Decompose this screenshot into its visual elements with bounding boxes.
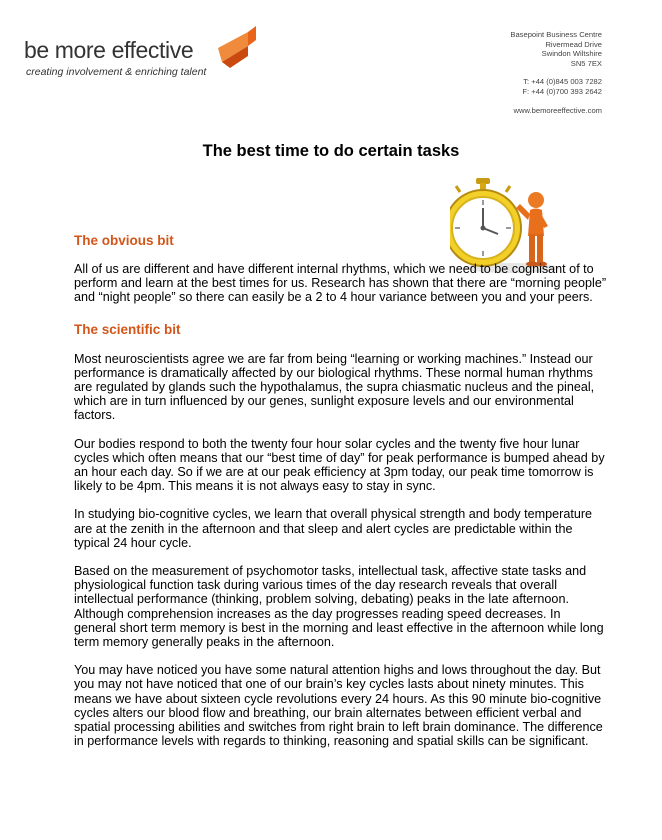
address-line: SN5 7EX	[570, 58, 602, 68]
website-link[interactable]: www.bemoreeffective.com	[513, 105, 602, 115]
logo-name: be more effective	[24, 37, 194, 63]
company-address	[510, 30, 602, 115]
paragraph: Most neuroscientists agree we are far from being “learning or working machines.” Instead our performance is dramatically affected by our biological rhythms. These normal human rhythms are regulated by glands such the hypothalamus, the supra chiasmatic nucleus and the pineal, which are in turn influenced by our genes, sunlight exposure levels and our environmental factors.	[74, 351, 595, 423]
address-line: Basepoint Business Centre	[510, 30, 602, 39]
phone-number: T: +44 (0)845 003 7282	[523, 77, 602, 87]
paragraph: All of us are different and have different internal rhythms, which we need to be cognisant of to perform and learn at the best times for us. Research has shown that there are “morning people” and “night people” so there can easily be a 2 to 4 hour variance between you and your peers.	[74, 262, 607, 305]
section-heading-obvious: The obvious bit	[74, 233, 174, 248]
logo-tagline: creating involvement & enriching talent	[26, 66, 207, 78]
paragraph: Our bodies respond to both the twenty four hour solar cycles and the twenty five hour lunar cycles which often means that our “best time of day” for peak performance is bumped ahead by an hour each day. So if we are at our peak efficiency at 3pm today, our peak time tomorrow is likely to be 4pm. This means it is not always easy to stay in sync.	[74, 436, 605, 494]
company-logo	[24, 26, 254, 86]
paragraph: You may have noticed you have some natural attention highs and lows throughout the day. But you may not have noticed that one of our brain’s key cycles lasts about ninety minutes. This means we have about sixteen cycle revolutions every 24 hours. As this 90 minute bio-cognitive cycles alters our blood flow and breathing, our brain alternates between efficient verbal and spatial processing abilities and switches from right brain to left brain dominance. The difference in performance levels with regards to thinking, reasoning and spatial skills can be significant.	[74, 663, 603, 749]
address-line: Rivermead Drive	[545, 39, 602, 49]
paragraph: Based on the measurement of psychomotor tasks, intellectual task, affective state tasks and physiological function task during various times of the day research reveals that overall intellectual performance (thinking, problem solving, debating) peaks in the late afternoon. Although comprehension increases as the day progresses reading speed decreases. In general short term memory is best in the morning and least effective in the afternoon while long term memory generally peaks in the afternoon.	[74, 564, 604, 650]
paragraph: In studying bio-cognitive cycles, we learn that overall physical strength and body temperature are at the zenith in the afternoon and that sleep and alert cycles are predictable within the typical 24 hour cycle.	[74, 507, 593, 550]
page-title: The best time to do certain tasks	[202, 142, 460, 160]
section-heading-scientific: The scientific bit	[74, 321, 181, 337]
orange-folded-ribbon-icon	[214, 26, 260, 70]
fax-number: F: +44 (0)700 393 2642	[522, 86, 602, 96]
document-body	[74, 232, 606, 748]
address-line: Swindon Wiltshire	[541, 49, 602, 59]
